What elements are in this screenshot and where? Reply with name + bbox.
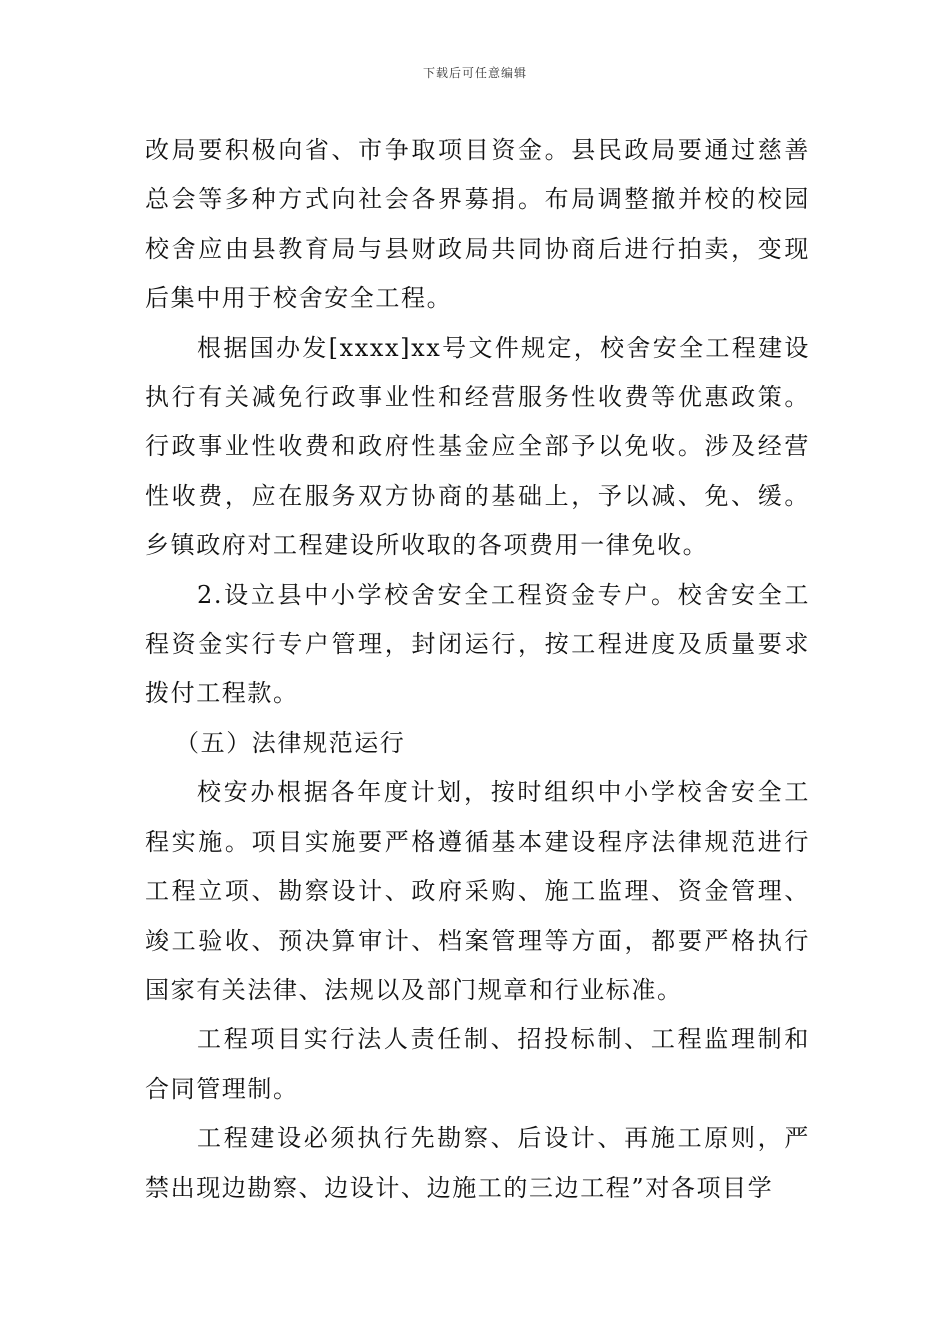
paragraph: 根据国办发[xxxx]xx号文件规定，校舍安全工程建设执行有关减免行政事业性和经营服务性收费等优惠政策。行政事业性收费和政府性基金应全部予以免收。涉及经营性收费，应在服务双方协商的基础上，予以减、免、缓。乡镇政府对工程建设所收取的各项费用一律免收。 <box>145 333 810 560</box>
section-heading: （五）法律规范运行 <box>175 728 406 757</box>
document-body <box>145 126 810 1213</box>
paragraph: 校安办根据各年度计划，按时组织中小学校舍安全工程实施。项目实施要严格遵循基本建设程序法律规范进行工程立项、勘察设计、政府采购、施工监理、资金管理、竣工验收、预决算审计、档案管理等方面，都要严格执行国家有关法律、法规以及部门规章和行业标准。 <box>145 778 810 1004</box>
header-note: 下载后可任意编辑 <box>422 66 527 80</box>
paragraph: 工程项目实行法人责任制、招投标制、工程监理制和合同管理制。 <box>145 1025 810 1103</box>
paragraph: 工程建设必须执行先勘察、后设计、再施工原则，严禁出现边勘察、边设计、边施工的三边工程”对各项目学 <box>145 1124 810 1202</box>
paragraph: 改局要积极向省、市争取项目资金。县民政局要通过慈善总会等多种方式向社会各界募捐。布局调整撤并校的校园校舍应由县教育局与县财政局共同协商后进行拍卖，变现后集中用于校舍安全工程。 <box>145 136 810 313</box>
paragraph: 2.设立县中小学校舍安全工程资金专户。校舍安全工程资金实行专户管理，封闭运行，按工程进度及质量要求拨付工程款。 <box>145 580 810 708</box>
